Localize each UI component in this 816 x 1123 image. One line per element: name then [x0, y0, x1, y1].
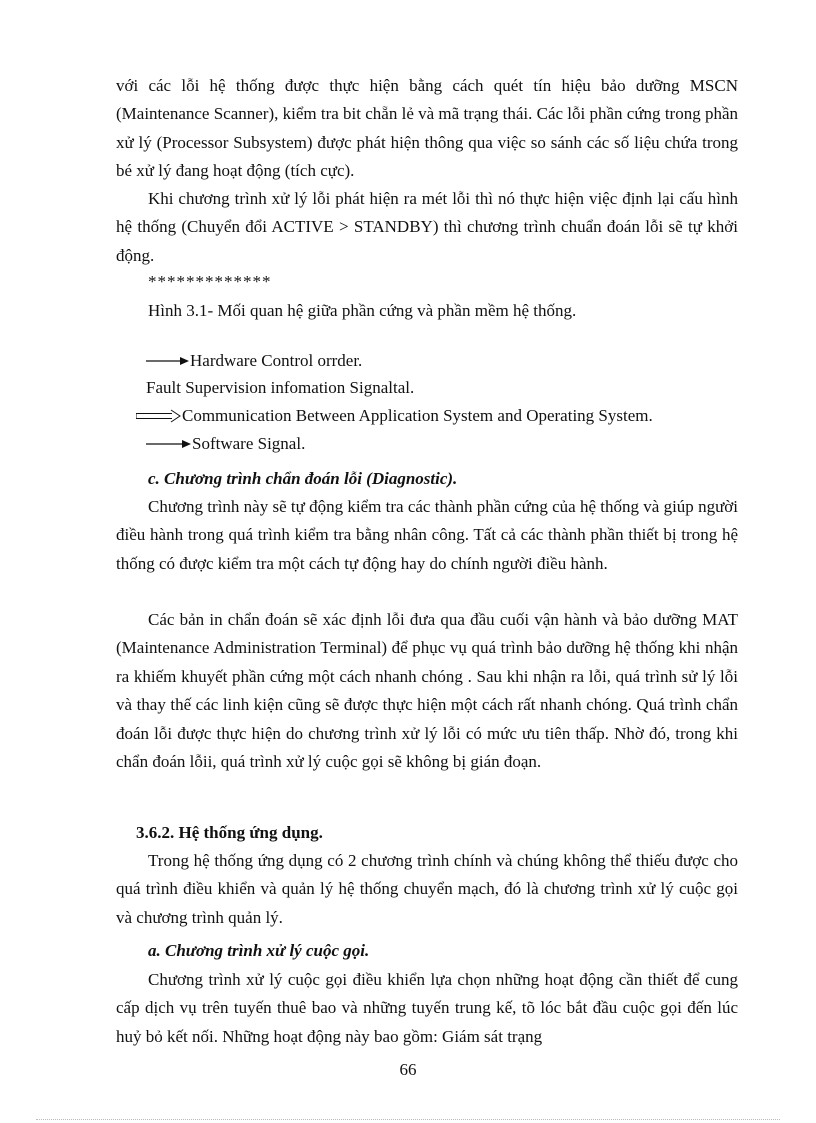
page-number: 66: [399, 1060, 417, 1079]
paragraph-application-system-text: Trong hệ thống ứng dụng có 2 chương trình chính và chúng không thể thiếu được cho quá trình điều khiển và quản lý hệ thống chuyển mạch, đó là chương trình xử lý cuộc gọi và chương trình quản lý.: [116, 851, 738, 927]
figure-caption: Hình 3.1- Mối quan hệ giữa phần cứng và phần mềm hệ thống.: [148, 301, 577, 320]
legend-fault-supervision: [146, 376, 414, 400]
paragraph-diagnostic-intro-text: Chương trình này sẽ tự động kiểm tra các thành phần cứng của hệ thống và giúp người điều hành trong quá trình kiểm tra bằng nhân công. Tất cả các thành phần thiết bị trong hệ thống có được kiểm tra một cách tự động hay do chính người điều hành.: [116, 497, 738, 573]
paragraph-fault-handler-text: Khi chương trình xử lý lỗi phát hiện ra mét lỗi thì nó thực hiện việc định lại cấu hình hệ thống (Chuyển đổi ACTIVE > STANDBY) thì chương trình chuẩn đoán lỗi sẽ tự khởi động.: [116, 189, 738, 265]
paragraph-call-processing-text: Chương trình xử lý cuộc gọi điều khiển lựa chọn những hoạt động cần thiết để cung cấp dịch vụ trên tuyến thuê bao và những tuyến trung kế, tõ lóc bắt đầu cuộc gọi đến lúc huỷ bỏ kết nối. Những hoạt động này bao gồm: Giám sát trạng: [116, 970, 738, 1046]
solid-arrow-icon: [146, 438, 192, 450]
stars-separator: *************: [148, 272, 272, 291]
paragraph-error-scan: với các lỗi hệ thống được thực hiện bằng cách quét tín hiệu bảo dưỡng MSCN (Maintenance Scanner), kiểm tra bit chẵn lẻ và mã trạng thái. Các lỗi phần cứng trong phần xử lý (Processor Subsystem) được phát hiện thông qua việc so sánh các số liệu chứa trong bé xử lý đang hoạt động (tích cực).: [116, 76, 738, 181]
double-arrow-icon: [136, 409, 182, 423]
paragraph-call-processing: [116, 966, 738, 1051]
paragraph-application-system: [116, 847, 738, 932]
legend-fault-supervision-label: Fault Supervision infomation Signaltal.: [146, 378, 415, 397]
legend-communication-label: Communication Between Application System and Operating System.: [182, 406, 653, 425]
page-bottom-divider: [36, 1119, 780, 1120]
legend-software-signal-label: Software Signal.: [192, 434, 306, 453]
paragraph-diagnostic-printouts-text: Các bản in chẩn đoán sẽ xác định lỗi đưa qua đầu cuối vận hành và bảo dưỡng MAT (Maintenance Administration Terminal) để phục vụ quá trình bảo dưỡng hệ thống khi nhận ra khiếm khuyết phần cứng một cách nhanh chóng . Sau khi nhận ra lỗi, quá trình sử lý lỗi và thay thế các linh kiện cũng sẽ được thực hiện một cách rất nhanh chóng. Quá trình chẩn đoán lỗi được thực hiện do chương trình xử lý lỗi có mức ưu tiên thấp. Nhờ đó, trong khi chẩn đoán lỗii, quá trình xử lý cuộc gọi sẽ không bị gián đoạn.: [116, 610, 738, 772]
legend-software-signal: [146, 432, 305, 456]
legend-hardware-control: [146, 349, 362, 373]
paragraph-fault-handler: [116, 185, 738, 270]
legend-hardware-control-label: Hardware Control orrder.: [190, 351, 363, 370]
paragraph-diagnostic-intro: [116, 493, 738, 578]
heading-call-processing: a. Chương trình xử lý cuộc gọi.: [148, 941, 370, 960]
heading-diagnostic: c. Chương trình chẩn đoán lỗi (Diagnostic).: [148, 469, 458, 488]
legend-communication: [136, 404, 653, 428]
heading-application-system: 3.6.2. Hệ thống ứng dụng.: [136, 823, 323, 842]
solid-arrow-icon: [146, 355, 190, 367]
paragraph-diagnostic-printouts: [116, 606, 738, 776]
